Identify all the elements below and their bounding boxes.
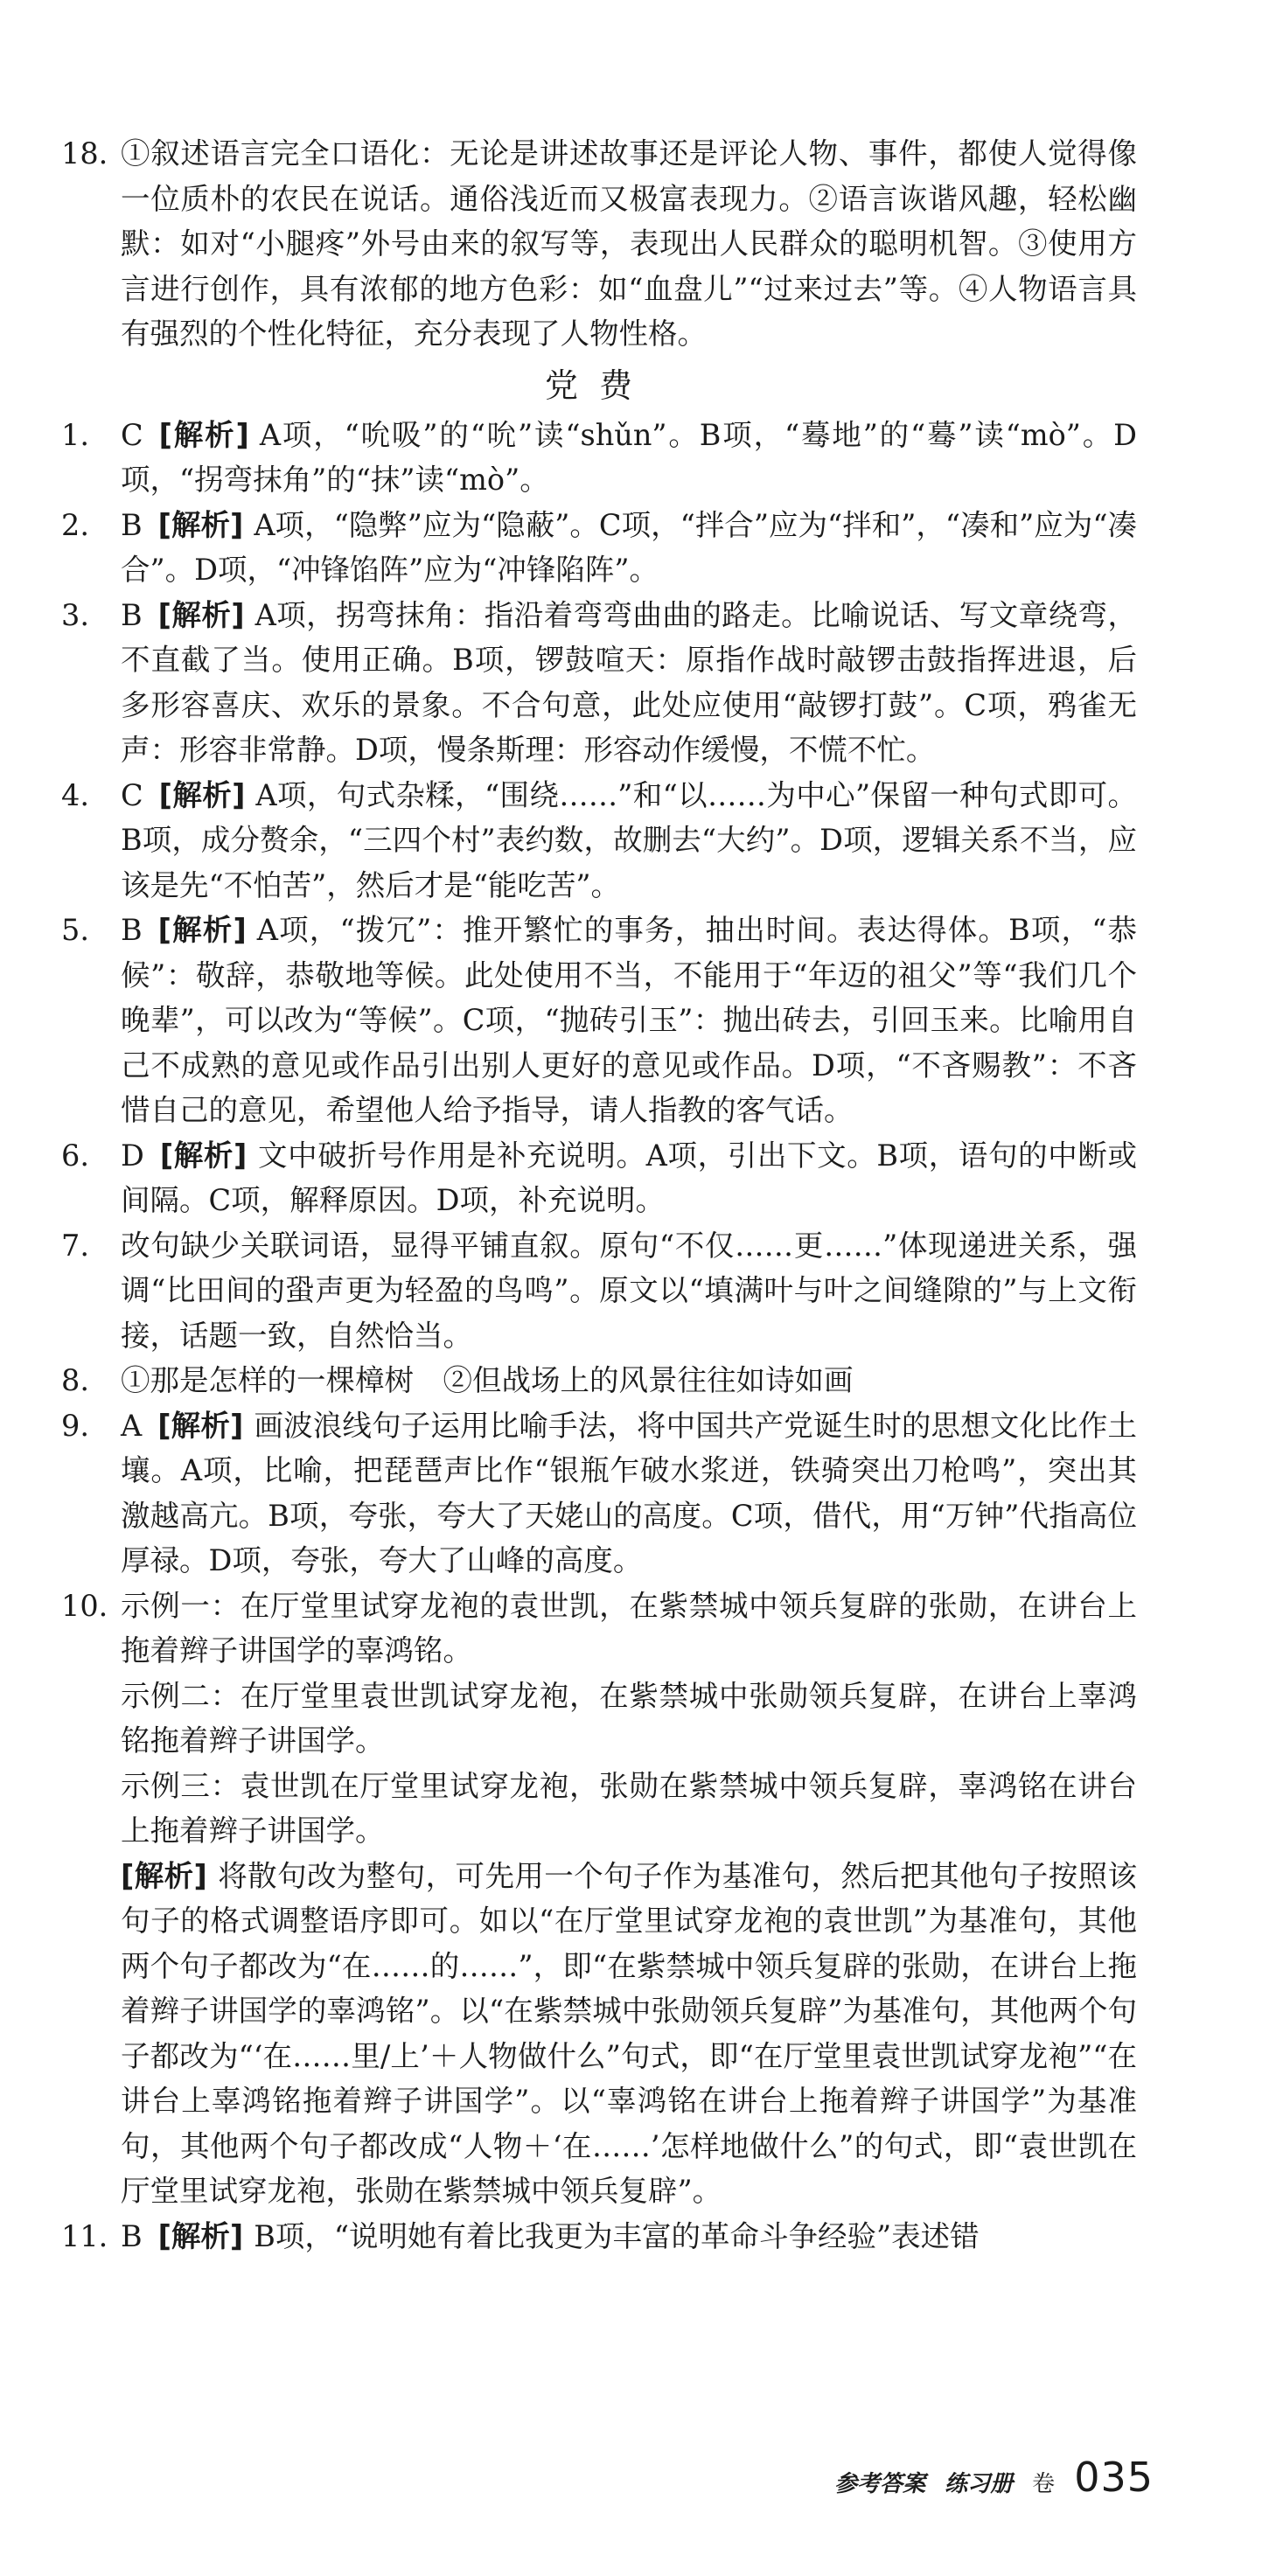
- item-number: 10.: [61, 1588, 108, 1623]
- item-number: 2.: [61, 507, 89, 542]
- answer-item: [61, 908, 1137, 1133]
- answer-item: [61, 413, 1137, 503]
- item-text: ①叙述语言完全口语化：无论是讲述故事还是评论人物、事件，都使人觉得像一位质朴的农民在说话。通俗浅近而又极富表现力。②语言诙谐风趣，轻松幽默：如对“小腿疼”外号由来的叙写等，表现出人民群众的聪明机智。③使用方言进行创作，具有浓郁的地方色彩：如“血盘儿”“过来过去”等。④人物语言具有强烈的个性化特征，充分表现了人物性格。: [121, 136, 1137, 351]
- answer-item: [61, 1223, 1137, 1359]
- item-number: 3.: [61, 597, 89, 632]
- analysis-tag: [解析]: [157, 597, 245, 632]
- item-text: 画波浪线句子运用比喻手法，将中国共产党诞生时的思想文化比作土壤。A项，比喻，把琵琶声比作“银瓶乍破水浆迸，铁骑突出刀枪鸣”，突出其激越高亢。B项，夸张，夸大了天姥山的高度。C项，借代，用“万钟”代指高位厚禄。D项，夸张，夸大了山峰的高度。: [121, 1408, 1137, 1577]
- item-text: 改句缺少关联词语，显得平铺直叙。原句“不仅……更……”体现递进关系，强调“比田间的蛩声更为轻盈的鸟鸣”。原文以“填满叶与叶之间缝隙的”与上文衔接，话题一致，自然恰当。: [121, 1228, 1137, 1353]
- item-number: 8.: [61, 1363, 89, 1397]
- analysis-tag: [解析]: [157, 1408, 244, 1443]
- item-text: A项，“隐弊”应为“隐蔽”。C项，“拌合”应为“拌和”，“凑和”应为“凑合”。D项，“冲锋馅阵”应为“冲锋陷阵”。: [121, 507, 1137, 587]
- answer-letter: B: [121, 507, 143, 542]
- analysis-tag: [解析]: [157, 913, 247, 947]
- answer-item-10: [61, 1584, 1137, 2214]
- item-number: 7.: [61, 1228, 89, 1263]
- answer-letter: B: [121, 2218, 143, 2253]
- example-two: 示例二：在厅堂里袁世凯试穿龙袍，在紫禁城中张勋领兵复辟，在讲台上辜鸿铭拖着辫子讲国学。: [121, 1678, 1137, 1758]
- analysis-paragraph: [121, 1854, 1137, 2214]
- footer-reference-label: 参考答案: [834, 2471, 926, 2497]
- item-text: 文中破折号作用是补充说明。A项，引出下文。B项，语句的中断或间隔。C项，解释原因。D项，补充说明。: [121, 1138, 1138, 1217]
- item-text: A项，拐弯抹角：指沿着弯弯曲曲的路走。比喻说话、写文章绕弯，不直截了当。使用正确。B项，锣鼓喧天：原指作战时敲锣击鼓指挥进退，后多形容喜庆、欢乐的景象。不合句意，此处应使用“敲锣打鼓”。C项，鸦雀无声：形容非常静。D项，慢条斯理：形容动作缓慢，不慌不忙。: [121, 597, 1137, 767]
- footer-volume-label: 卷: [1032, 2471, 1056, 2497]
- item-number: 18.: [61, 136, 108, 171]
- answer-item-18: [61, 131, 1137, 357]
- item-number: 6.: [61, 1138, 89, 1173]
- analysis-tag: [解析]: [157, 2218, 244, 2253]
- item-text: A项，句式杂糅，“围绕……”和“以……为中心”保留一种句式即可。B项，成分赘余，“三四个村”表约数，故删去“大约”。D项，逻辑关系不当，应该是先“不怕苦”，然后才是“能吃苦”。: [121, 777, 1138, 902]
- answer-letter: B: [121, 597, 143, 632]
- item-text: A项，“拨冗”：推开繁忙的事务，抽出时间。表达得体。B项，“恭候”：敬辞，恭敬地等候。此处使用不当，不能用于“年迈的祖父”等“我们几个晚辈”，可以改为“等候”。C项，“抛砖引玉”：抛出砖去，引回玉来。比喻用自己不成熟的意见或作品引出别人更好的意见或作品。D项，“不吝赐教”：不吝惜自己的意见，希望他人给予指导，请人指教的客气话。: [121, 913, 1137, 1127]
- section-title: 党费: [544, 366, 653, 405]
- page-number: 035: [1074, 2454, 1154, 2501]
- answer-item: [61, 773, 1137, 909]
- example-three: 示例三：袁世凯在厅堂里试穿龙袍，张勋在紫禁城中领兵复辟，辜鸿铭在讲台上拖着辫子讲国学。: [121, 1768, 1137, 1848]
- answer-item-11: [61, 2214, 1137, 2259]
- analysis-tag: [解析]: [121, 1858, 207, 1893]
- item-number: 4.: [61, 777, 89, 812]
- answer-item: [61, 1133, 1137, 1223]
- analysis-tag: [解析]: [157, 507, 244, 542]
- answer-letter: A: [121, 1408, 143, 1443]
- answer-item: [61, 1358, 1137, 1403]
- analysis-tag: [解析]: [158, 777, 246, 812]
- item-text: B项，“说明她有着比我更为丰富的革命斗争经验”表述错: [254, 2218, 980, 2253]
- answer-letter: B: [121, 913, 143, 947]
- item-number: 9.: [61, 1408, 89, 1443]
- answer-list: [61, 413, 1137, 1584]
- analysis-tag: [解析]: [159, 1138, 248, 1173]
- answer-letter: C: [121, 777, 143, 812]
- analysis-text: 将散句改为整句，可先用一个句子作为基准句，然后把其他句子按照该句子的格式调整语序即可。如以“在厅堂里试穿龙袍的袁世凯”为基准句，其他两个句子都改为“在……的……”，即“在紫禁城中领兵复辟的张勋，在讲台上拖着辫子讲国学的辜鸿铭”。以“在紫禁城中张勋领兵复辟”为基准句，其他两个句子都改为“‘在……里/上’＋人物做什么”句式，即“在厅堂里袁世凯试穿龙袍”“在讲台上辜鸿铭拖着辫子讲国学”。以“辜鸿铭在讲台上拖着辫子讲国学”为基准句，其他两个句子都改成“人物＋‘在……’怎样地做什么”的句式，即“袁世凯在厅堂里试穿龙袍，张勋在紫禁城中领兵复辟”。: [121, 1858, 1138, 2208]
- answer-content: [61, 131, 1137, 2259]
- answer-letter: D: [121, 1138, 144, 1173]
- answer-letter: C: [121, 417, 143, 452]
- item-text: A项，“吮吸”的“吮”读“shǔn”。B项，“蓦地”的“蓦”读“mò”。D项，“拐弯抹角”的“抹”读“mò”。: [121, 417, 1138, 497]
- item-text: ①那是怎样的一棵樟树 ②但战场上的风景往往如诗如画: [121, 1363, 854, 1397]
- item-number: 5.: [61, 913, 89, 947]
- answer-item: [61, 593, 1137, 773]
- answer-item: [61, 1403, 1137, 1584]
- example-one: 示例一：在厅堂里试穿龙袍的袁世凯，在紫禁城中领兵复辟的张勋，在讲台上拖着辫子讲国学的辜鸿铭。: [121, 1588, 1137, 1667]
- item-number: 11.: [61, 2218, 108, 2253]
- answer-item: [61, 503, 1137, 593]
- page-footer: [834, 2454, 1154, 2501]
- footer-book-label: 练习册: [945, 2471, 1014, 2497]
- analysis-tag: [解析]: [158, 417, 249, 452]
- item-number: 1.: [61, 417, 89, 452]
